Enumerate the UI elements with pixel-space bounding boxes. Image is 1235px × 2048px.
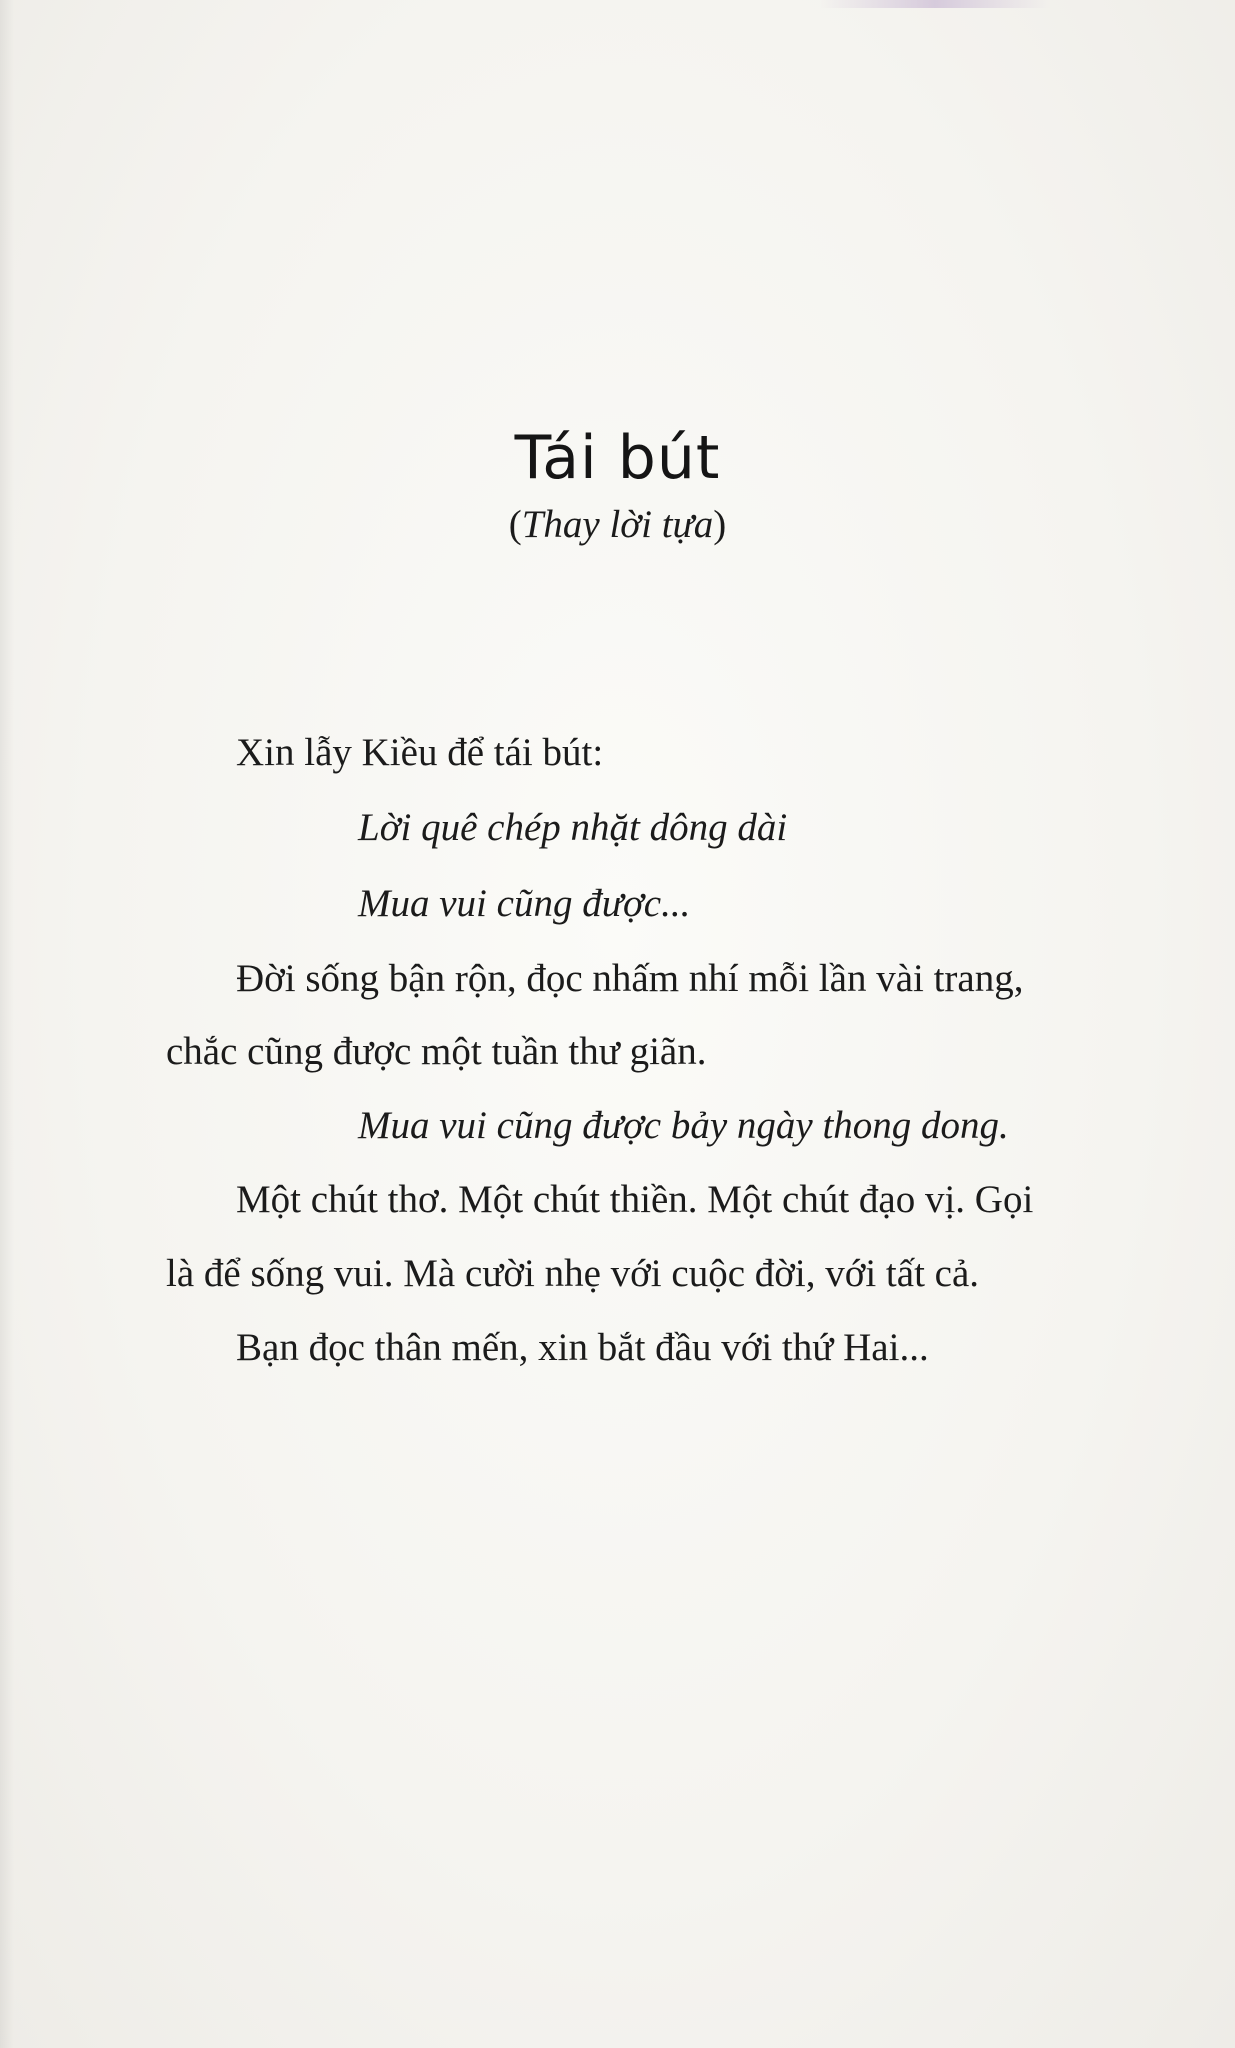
subtitle-open-paren: ( [508, 503, 522, 546]
intro-line: Xin lẫy Kiều để tái bút: [236, 731, 604, 774]
paragraph-1-line-1: Đời sống bận rộn, đọc nhấm nhí mỗi lần vài trang, [236, 957, 1024, 1000]
subtitle-close-paren: ) [713, 503, 727, 546]
verse-line-2: Mua vui cũng được... [358, 882, 691, 925]
page-subtitle [0, 500, 1235, 550]
page-title: Tái bút [514, 423, 721, 493]
paragraph-3-line: Bạn đọc thân mến, xin bắt đầu với thứ Hai... [236, 1326, 929, 1369]
paragraph-1-line-2: chắc cũng được một tuần thư giãn. [166, 1030, 707, 1073]
page-edge-strip [820, 0, 1050, 8]
paragraph-2-line-1: Một chút thơ. Một chút thiền. Một chút đạo vị. Gọi [236, 1178, 1034, 1221]
verse-line-3: Mua vui cũng được bảy ngày thong dong. [358, 1104, 1009, 1147]
subtitle-text: Thay lời tựa [521, 503, 714, 546]
paragraph-2-line-2: là để sống vui. Mà cười nhẹ với cuộc đời, với tất cả. [166, 1252, 980, 1295]
verse-line-1: Lời quê chép nhặt dông dài [358, 806, 788, 849]
